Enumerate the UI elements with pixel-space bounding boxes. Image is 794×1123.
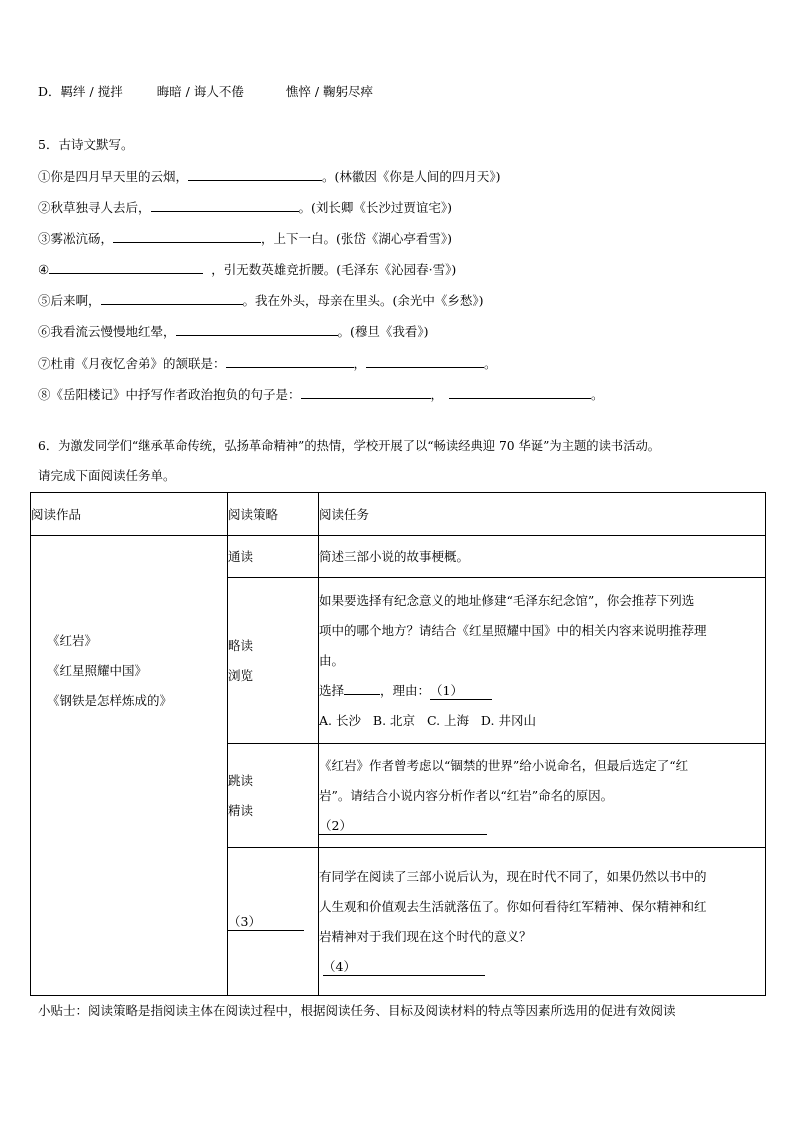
answer-blank-2[interactable]: （2） (319, 818, 487, 835)
select-blank[interactable] (344, 681, 380, 695)
q5-item-2: ②秋草独寻人去后， 。(刘长卿《长沙过贾谊宅》) (38, 200, 453, 215)
option-d-word3: 憔悴 / 鞠躬尽瘁 (285, 84, 374, 99)
task-cell: 有同学在阅读了三部小说后认为，现在时代不同了，如果仍然以书中的 人生观和价值观去生活就落伍了。你如何看待红军精神、保尔精神和红 岩精神对于我们现在这个时代的意义？ （4） (319, 848, 766, 996)
answer-blank[interactable] (188, 167, 322, 181)
strategy-cell (228, 848, 319, 996)
option-d-word1: 羁绊 / 搅拌 (60, 84, 123, 99)
answer-blank[interactable] (449, 385, 591, 399)
answer-blank-3[interactable]: （3） (228, 914, 304, 931)
work-title: 《钢铁是怎样炼成的》 (47, 693, 173, 708)
strategy-cell: 跳读 精读 (228, 744, 319, 848)
option-d-label: D． (38, 84, 61, 99)
q5-item-6: ⑥我看流云慢慢地红晕， 。(穆旦《我看》) (38, 324, 429, 339)
q5-item-5: ⑤后来啊， 。我在外头，母亲在里头。(余光中《乡愁》) (38, 293, 484, 308)
answer-blank[interactable] (301, 385, 431, 399)
table-row (31, 536, 766, 578)
answer-blank[interactable] (226, 354, 354, 368)
option-d-line (38, 84, 373, 100)
q5-title: 5．古诗文默写。 (38, 137, 134, 152)
header-works: 阅读作品 (31, 493, 228, 536)
work-title: 《红星照耀中国》 (47, 663, 148, 678)
task-cell: 《红岩》作者曾考虑以“锢禁的世界”给小说命名，但最后选定了“红 岩”。请结合小说内容分析作者以“红岩”命名的原因。 （2） (319, 744, 766, 848)
answer-blank[interactable] (366, 354, 484, 368)
q5-item-4: ④ ，引无数英雄竞折腰。(毛泽东《沁园春·雪》) (38, 262, 457, 277)
q5-item-8: ⑧《岳阳楼记》中抒写作者政治抱负的句子是： ， 。 (38, 387, 604, 402)
strategy-cell: 通读 (228, 536, 319, 578)
q5-item-1: ①你是四月早天里的云烟， 。(林徽因《你是人间的四月天》) (38, 169, 501, 184)
answer-blank-1[interactable]: （1） (430, 683, 492, 700)
answer-blank-4[interactable]: （4） (323, 959, 485, 976)
q5-item-7: ⑦杜甫《月夜忆舍弟》的颔联是： ， 。 (38, 356, 497, 371)
task-cell: 如果要选择有纪念意义的地址修建“毛泽东纪念馆”，你会推荐下列选 项中的哪个地方？请结合《红星照耀中国》中的相关内容来说明推荐理 由。 选择 ，理由：（1） A. 长沙 B. 北京 C. 上海 D. 井冈山 (319, 578, 766, 744)
table-header-row (31, 493, 766, 536)
work-title: 《红岩》 (47, 633, 98, 648)
works-cell (31, 536, 228, 996)
q6-intro-line1: 6．为激发同学们“继承革命传统，弘扬革命精神”的热情，学校开展了以“畅读经典迎 70 华诞”为主题的读书活动。 (38, 439, 661, 453)
header-strategy: 阅读策略 (228, 493, 319, 536)
answer-blank[interactable] (151, 198, 299, 212)
answer-blank[interactable] (113, 229, 261, 243)
answer-blank[interactable] (49, 260, 203, 274)
option-d-word2: 晦暗 / 诲人不倦 (156, 84, 244, 99)
task-cell: 简述三部小说的故事梗概。 (319, 536, 766, 578)
reading-task-table (30, 492, 766, 996)
answer-blank[interactable] (101, 291, 243, 305)
header-task: 阅读任务 (319, 493, 766, 536)
reading-tip: 小贴士：阅读策略是指阅读主体在阅读过程中，根据阅读任务、目标及阅读材料的特点等因素所选用的促进有效阅读 (38, 1003, 676, 1018)
q6-intro-line2: 请完成下面阅读任务单。 (38, 468, 176, 483)
strategy-cell: 略读 浏览 (228, 578, 319, 744)
options-line: A. 长沙 B. 北京 C. 上海 D. 井冈山 (319, 712, 536, 728)
q5-item-3: ③雾凇沆砀， ，上下一白。(张岱《湖心亭看雪》) (38, 231, 453, 246)
select-reason-line: 选择 ，理由：（1） (319, 676, 765, 706)
answer-blank[interactable] (176, 322, 338, 336)
